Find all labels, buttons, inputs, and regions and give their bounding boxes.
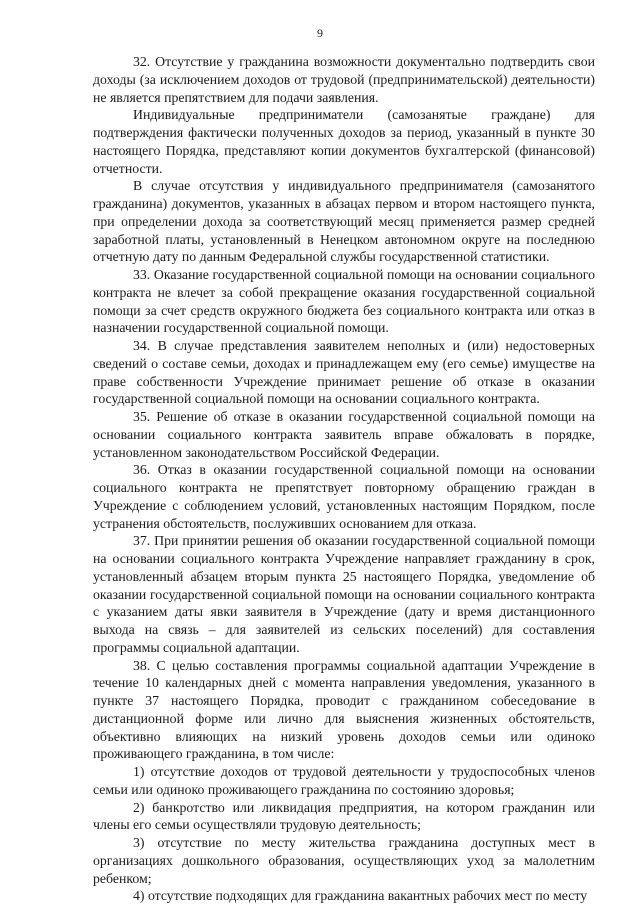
list-item-4: 4) отсутствие подходящих для гражданина вакантных рабочих мест по месту [133,888,588,904]
paragraph-32: 32. Отсутствие у гражданина возможности документально подтвердить свои доходы (за исключением доходов от трудовой (предпринимательской) деятельности) не является препятствием для подачи заявления. [93,54,595,105]
list-item-3: 3) отсутствие по месту жительства гражданина доступных мест в организациях дошкольного образования, осуществляющих уход за малолетним ребенком; [93,835,595,886]
paragraph-34: 34. В случае представления заявителем неполных и (или) недостоверных сведений о составе семьи, доходах и принадлежащем ему (его семье) имуществе на праве собственности Учреждение принимает решение об отказе в оказании государственной социальной помощи на основании социального контракта. [93,338,595,407]
paragraph-33: 33. Оказание государственной социальной помощи на основании социального контракта не влечет за собой прекращение оказания государственной социальной помощи за счет средств окружного бюджета без социального контракта или отказ в назначении государственной социальной помощи. [93,267,595,336]
paragraph-32-individual-entrepreneurs: Индивидуальные предприниматели (самозанятые граждане) для подтверждения фактически полученных доходов за период, указанный в пункте 30 настоящего Порядка, представляют копии документов бухгалтерской (финансовой) отчетности. [93,107,595,176]
document-body [93,53,595,905]
paragraph-37: 37. При принятии решения об оказании государственной социальной помощи на основании социального контракта Учреждение направляет гражданину в срок, установленный абзацем вторым пункта 25 настоящего Порядка, уведомление об оказании государственной социальной помощи на основании социального контракта с указанием даты явки заявителя в Учреждение (дату и время дистанционного выхода на связь – для заявителей из сельских поселений) для составления программы социальной адаптации. [93,533,595,655]
list-item-1: 1) отсутствие доходов от трудовой деятельности у трудоспособных членов семьи или одиноко проживающего гражданина по состоянию здоровья; [93,764,595,797]
paragraph-32-absence-of-documents: В случае отсутствия у индивидуального предпринимателя (самозанятого гражданина) документов, указанных в абзацах первом и втором настоящего пункта, при определении дохода за соответствующий месяц применяется размер средней заработной платы, установленный в Ненецком автономном округе на последнюю отчетную дату по данным Федеральной службы государственной статистики. [93,178,595,265]
paragraph-36: 36. Отказ в оказании государственной социальной помощи на основании социального контракта не препятствует повторному обращению граждан в Учреждение с соблюдением условий, установленных настоящим Порядком, после устранения обстоятельств, послуживших основанием для отказа. [93,462,595,531]
paragraph-35: 35. Решение об отказе в оказании государственной социальной помощи на основании социального контракта заявитель вправе обжаловать в порядке, установленном законодательством Российской Федерации. [93,409,595,460]
list-item-2: 2) банкротство или ликвидация предприятия, на котором гражданин или члены его семьи осуществляли трудовую деятельность; [93,799,595,833]
page-number: 9 [317,26,323,40]
paragraph-38: 38. С целью составления программы социальной адаптации Учреждение в течение 10 календарных дней с момента направления уведомления, указанного в пункте 37 настоящего Порядка, проводит с гражданином собеседование в дистанционной форме или лично для выяснения жизненных обстоятельств, объективно влияющих на низкий уровень доходов семьи или одиноко проживающего гражданина, в том числе: [93,657,595,762]
